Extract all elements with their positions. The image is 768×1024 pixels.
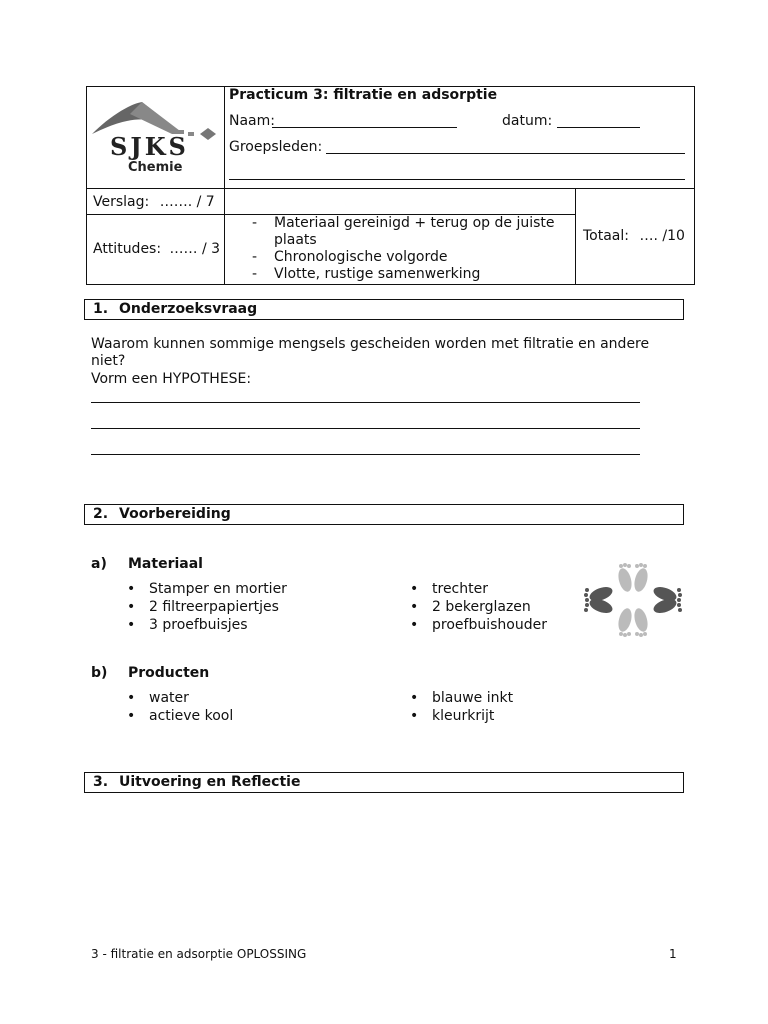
verslag-label: Verslag: <box>93 194 150 210</box>
attitudes-score <box>93 241 220 257</box>
attitudes-value: …… / 3 <box>169 241 221 257</box>
list-item: • proefbuishouder <box>410 616 547 634</box>
producten-list-1 <box>127 689 233 725</box>
totaal-score <box>583 228 685 244</box>
answer-line[interactable] <box>91 428 640 429</box>
materiaal-letter: a) <box>91 556 107 572</box>
footer-text: 3 - filtratie en adsorptie OPLOSSING <box>91 947 307 961</box>
producten-title: Producten <box>128 665 210 681</box>
list-item: • 2 filtreerpapiertjes <box>127 598 287 616</box>
materiaal-list-1 <box>127 580 287 634</box>
naam-field[interactable] <box>272 113 457 128</box>
list-item: • 3 proefbuisjes <box>127 616 287 634</box>
section-number: 2. <box>93 506 109 522</box>
section-heading-1 <box>84 299 684 320</box>
list-item: • trechter <box>410 580 547 598</box>
groepsleden-field-line2[interactable] <box>229 165 685 180</box>
attitudes-label: Attitudes: <box>93 241 162 257</box>
list-item: • Stamper en mortier <box>127 580 287 598</box>
producten-list-2 <box>410 689 513 725</box>
section-heading-2 <box>84 504 684 525</box>
list-item: • water <box>127 689 233 707</box>
naam-label: Naam: <box>229 113 275 129</box>
groepsleden-field[interactable] <box>326 139 685 154</box>
list-item: • 2 bekerglazen <box>410 598 547 616</box>
answer-line[interactable] <box>91 402 640 403</box>
list-item: • blauwe inkt <box>410 689 513 707</box>
attitude-criteria <box>226 215 566 283</box>
producten-letter: b) <box>91 665 108 681</box>
logo <box>90 98 220 178</box>
list-item: - Vlotte, rustige samenwerking <box>226 266 566 283</box>
totaal-value: …. /10 <box>639 228 685 244</box>
practicum-title: Practicum 3: filtratie en adsorptie <box>229 87 498 103</box>
verslag-value: ……. / 7 <box>159 194 215 210</box>
section-number: 3. <box>93 774 109 790</box>
materiaal-list-2 <box>410 580 547 634</box>
footprints-icon <box>583 562 683 638</box>
answer-line[interactable] <box>91 454 640 455</box>
datum-label: datum: <box>502 113 553 129</box>
section-heading-3 <box>84 772 684 793</box>
logo-subtext: Chemie <box>128 160 183 175</box>
verslag-score <box>93 194 215 210</box>
list-item: - Materiaal gereinigd + terug op de juiste plaats <box>226 215 566 249</box>
section-title: Onderzoeksvraag <box>119 301 258 317</box>
section-title: Voorbereiding <box>119 506 231 522</box>
hypothesis-instruction: Vorm een HYPOTHESE: <box>91 371 252 387</box>
datum-field[interactable] <box>557 113 640 128</box>
section-title: Uitvoering en Reflectie <box>119 774 301 790</box>
totaal-label: Totaal: <box>583 228 629 244</box>
list-item: - Chronologische volgorde <box>226 249 566 266</box>
groepsleden-label: Groepsleden: <box>229 139 323 155</box>
section-number: 1. <box>93 301 109 317</box>
materiaal-title: Materiaal <box>128 556 203 572</box>
logo-text: SJKS <box>110 132 189 161</box>
list-item: • kleurkrijt <box>410 707 513 725</box>
list-item: • actieve kool <box>127 707 233 725</box>
research-question: Waarom kunnen sommige mengsels gescheiden worden met filtratie en andere niet? <box>91 336 650 369</box>
page-number: 1 <box>669 947 677 961</box>
